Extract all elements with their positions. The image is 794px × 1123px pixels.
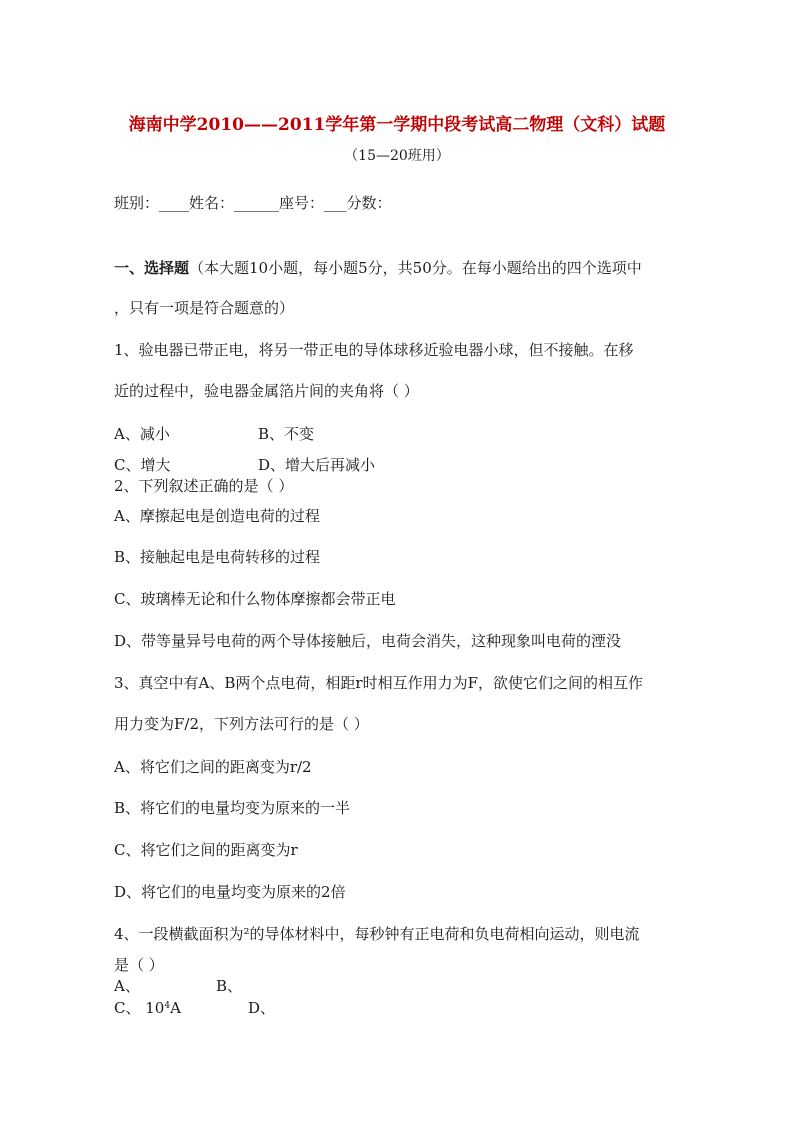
q4-stem-2: 是（ ） [114,956,164,974]
q1-option-c: C、增大 [114,456,171,474]
student-info-line: 班别：____姓名：______座号：___分数： [114,194,392,212]
q4-option-d: D、 [248,999,276,1017]
q3-option-d: D、将它们的电量均变为原来的2倍 [114,883,346,901]
q2-stem: 2、下列叙述正确的是（ ） [114,477,294,495]
section1-intro-a: （本大题10小题，每小题5分，共50分。在每小题给出的四个选项中 [189,259,642,277]
q2-option-c: C、玻璃棒无论和什么物体摩擦都会带正电 [114,590,396,608]
q3-option-c: C、将它们之间的距离变为r [114,841,298,859]
q4-option-b: B、 [216,977,243,995]
q2-option-d: D、带等量异号电荷的两个导体接触后，电荷会消失，这种现象叫电荷的湮没 [114,632,622,650]
q1-option-d: D、增大后再减小 [258,456,376,474]
exam-title: 海南中学2010——2011学年第一学期中段考试高二物理（文科）试题 [128,115,666,135]
section1-intro [114,258,642,278]
q2-option-b: B、接触起电是电荷转移的过程 [114,548,321,566]
q4-option-c-unit: A [170,999,181,1017]
q4-option-c-prefix: C、 [114,999,141,1017]
q1-option-b: B、不变 [258,425,315,443]
q4-option-c-exponent: 4 [164,1001,171,1011]
q3-option-b: B、将它们的电量均变为原来的一半 [114,799,351,817]
q4-option-c [114,998,181,1018]
section1-heading: 一、选择题 [114,259,190,277]
q4-stem-1: 4、一段横截面积为²的导体材料中，每秒钟有正电荷和负电荷相向运动，则电流 [114,925,640,943]
q2-option-a: A、摩擦起电是创造电荷的过程 [114,507,320,525]
q4-option-a: A、 [114,977,140,995]
q1-stem-2: 近的过程中，验电器金属箔片间的夹角将（ ） [114,382,419,400]
section1-intro-b: ，只有一项是符合题意的） [114,299,295,317]
q3-option-a: A、将它们之间的距离变为r/2 [114,758,312,776]
q3-stem-2: 用力变为F/2，下列方法可行的是（ ） [114,715,369,733]
q4-option-c-base: 10 [145,999,165,1017]
q3-stem-1: 3、真空中有A、B两个点电荷，相距r时相互作用力为F，欲使它们之间的相互作 [114,674,643,692]
exam-subtitle: （15—20班用） [344,148,450,164]
q1-option-row-1 [114,424,170,444]
q1-stem-1: 1、验电器已带正电，将另一带正电的导体球移近验电器小球，但不接触。在移 [114,341,634,359]
q1-option-a: A、减小 [114,425,170,443]
